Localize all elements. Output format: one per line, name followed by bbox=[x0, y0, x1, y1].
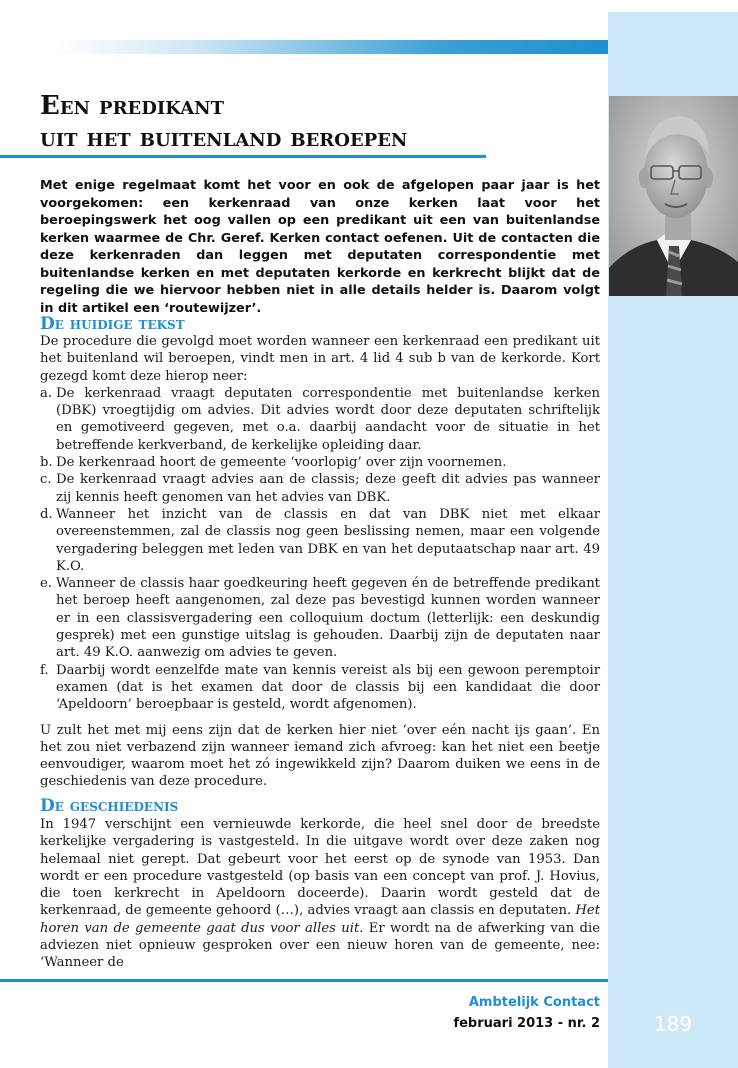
list-marker: b. bbox=[40, 455, 53, 471]
issue-info: februari 2013 - nr. 2 bbox=[453, 1016, 600, 1031]
list-item bbox=[40, 575, 600, 661]
list-marker: a. bbox=[40, 385, 53, 401]
section-current-text-body bbox=[40, 333, 600, 791]
title-line-1: Een predikant bbox=[40, 91, 225, 121]
list-item-text: De kerkenraad vraagt deputaten correspondentie met buitenlandse kerken (DBK) vroegtijdig om advies. Dit advies wordt door deze deputaten schriftelijk en gemotiveerd gegeven, met o.a. daarbij aandacht voor de situatie in het betreffende kerkverband, de kerkelijke opleiding daar. bbox=[56, 385, 600, 453]
section-heading-history: De geschiedenis bbox=[40, 796, 179, 816]
history-text-italic: Het horen van de gemeente gaat dus voor alles uit. bbox=[40, 903, 600, 936]
list-item bbox=[40, 662, 600, 714]
procedure-list bbox=[40, 385, 600, 714]
section1-closing-paragraph: U zult het met mij eens zijn dat de kerken hier niet ‘over eén nacht ijs gaan’. En het zou niet verbazend zijn wanneer iemand zich afvroeg: kan het niet een beetje eenvoudiger, waarom moet het zó ingewikkeld zijn? Daarom duiken we eens in de geschiedenis van deze procedure. bbox=[40, 722, 600, 790]
list-item-text: De kerkenraad vraagt advies aan de classis; deze geeft dit advies pas wanneer zij kennis heeft genomen van het advies van DBK. bbox=[56, 472, 600, 505]
journal-name: Ambtelijk Contact bbox=[468, 995, 600, 1010]
list-item-text: Wanneer het inzicht van de classis en dat van DBK niet met elkaar overeenstemmen, zal de classis nog geen beslissing nemen, maar een volgende vergadering beleggen met leden van DBK en van het deputaatschap naar art. 49 K.O. bbox=[56, 506, 600, 574]
header-gradient-band bbox=[55, 40, 608, 54]
title-line-2: uit het buitenland beroepen bbox=[40, 123, 408, 153]
section1-intro-paragraph: De procedure die gevolgd moet worden wanneer een kerkenraad een predikant uit het buitenland wil beroepen, vindt men in art. 4 lid 4 sub b van de kerkorde. Kort gezegd komt deze hierop neer: bbox=[40, 334, 600, 384]
section-history-body bbox=[40, 816, 600, 972]
section-heading-current-text: De huidige tekst bbox=[40, 314, 185, 334]
intro-paragraph: Met enige regelmaat komt het voor en ook de afgelopen paar jaar is het voorgekomen: een kerkenraad van onze kerken laat voor het beroepingswerk het oog vallen op een predikant uit een van buitenlandse kerken waarmee de Chr. Geref. Kerken contact oefenen. Uit de contacten die deze kerkenraden dan leggen met deputaten correspondentie met buitenlandse kerken en met deputaten kerkorde en kerkrecht blijkt dat de regeling die we hiervoor hebben niet in alle details helder is. Daarom volgt in dit artikel een ‘routewijzer’. bbox=[40, 178, 600, 316]
footer-rule bbox=[0, 979, 608, 982]
list-marker: f. bbox=[40, 662, 49, 678]
list-marker: d. bbox=[40, 506, 53, 522]
list-item bbox=[40, 471, 600, 506]
title-underline bbox=[0, 155, 486, 158]
list-marker: e. bbox=[40, 576, 52, 592]
list-item bbox=[40, 506, 600, 575]
page-number: 189 bbox=[653, 1012, 693, 1036]
history-text-part-1: In 1947 verschijnt een vernieuwde kerkorde, die heel snel door de breedste kerkelijke vergadering is vastgesteld. In die uitgave wordt over deze zaken nog helemaal niet gerept. Dat gebeurt voor het eerst op de synode van 1953. Dan wordt er een procedure vastgesteld (op basis van een concept van prof. J. Hovius, die toen kerkrecht in Apeldoorn doceerde). Daarin wordt gesteld dat de kerkenraad, de gemeente gehoord (…), advies vraagt aan classis en deputaten. bbox=[40, 817, 600, 919]
list-item bbox=[40, 385, 600, 454]
list-item bbox=[40, 454, 600, 471]
history-text-part-2: Er wordt na de afwerking van die adviezen niet opnieuw gesproken over een nieuw horen van de gemeente, nee: ‘Wanneer de bbox=[40, 920, 600, 971]
history-paragraph bbox=[40, 816, 600, 972]
list-item-text: De kerkenraad hoort de gemeente ‘voorlopig’ over zijn voornemen. bbox=[56, 455, 507, 471]
list-item-text: Wanneer de classis haar goedkeuring heeft gegeven én de betreffende predikant het beroep heeft aangenomen, zal deze pas bevestigd kunnen worden wanneer er in een classisvergadering een colloquium doctum (letterlijk: een deskundig gesprek) met een gunstige uitslag is gehouden. Daarbij zijn de deputaten naar art. 49 K.O. aanwezig om advies te geven. bbox=[56, 576, 600, 661]
list-marker: c. bbox=[40, 472, 52, 488]
list-item-text: Daarbij wordt eenzelfde mate van kennis vereist als bij een gewoon peremptoir examen (dat is het examen dat door de classis bij een kandidaat die door ‘Apeldoorn’ beroepbaar is gesteld, wordt afgenomen). bbox=[56, 662, 600, 713]
author-portrait-photo bbox=[609, 96, 738, 296]
article-title bbox=[40, 90, 490, 154]
